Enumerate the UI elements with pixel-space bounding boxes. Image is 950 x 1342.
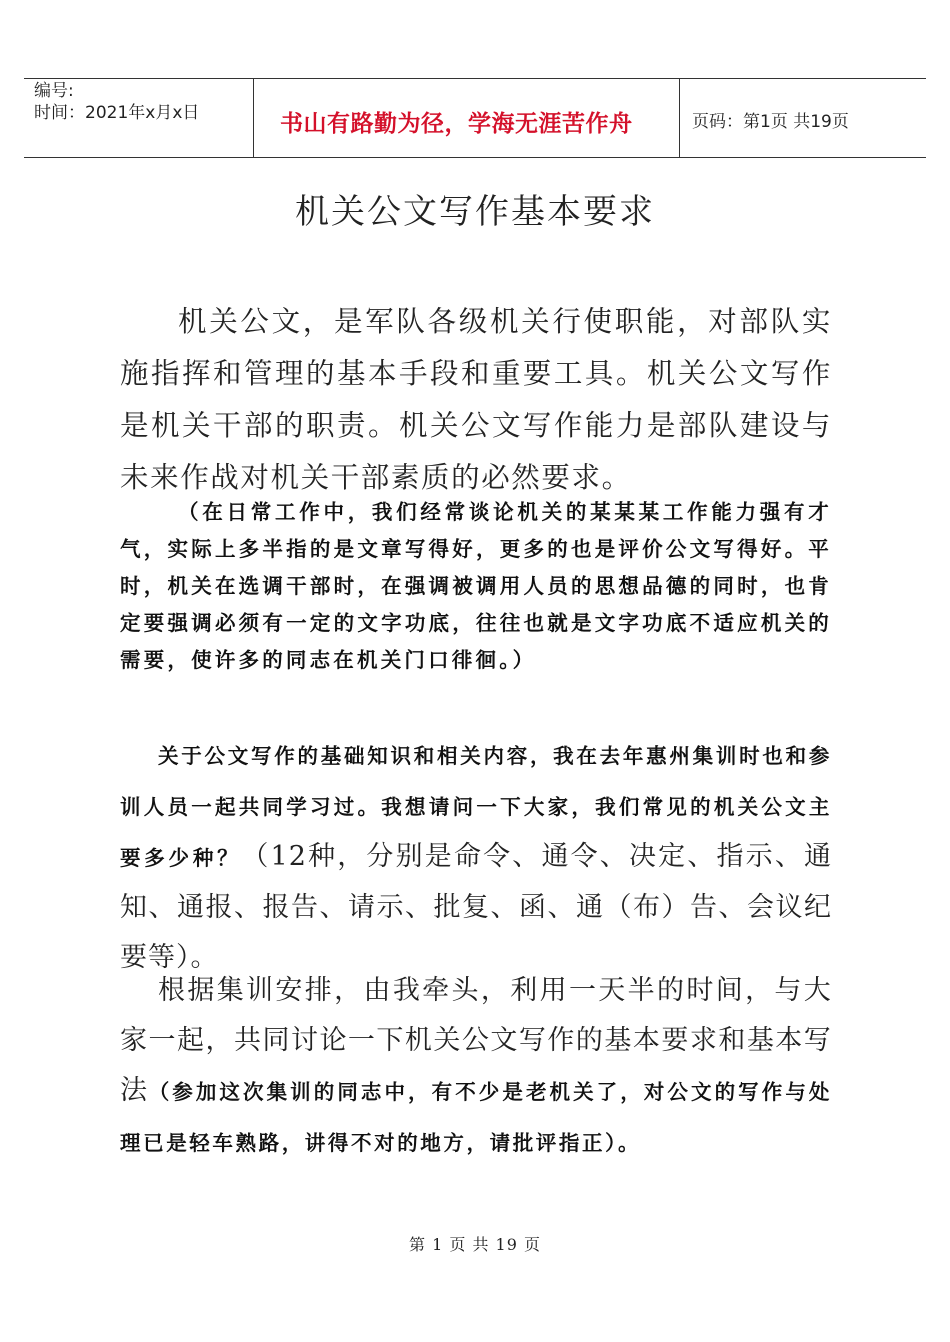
question-bold-text: 关于公文写作的基础知识和相关内容，我在去年惠州集训时也和参训人员一起共同学习过。我想请问一下大家，我们常见的机关公文主要多少种？	[120, 744, 832, 870]
header-meta-cell	[24, 79, 254, 157]
paragraph-intro: 机关公文，是军队各级机关行使职能，对部队实施指挥和管理的基本手段和重要工具。机关公文写作是机关干部的职责。机关公文写作能力是部队建设与未来作战对机关干部素质的必然要求。	[120, 305, 832, 494]
header-page-cell	[680, 79, 926, 157]
header-table	[24, 78, 926, 158]
motto-text: 书山有路勤为径，学海无涯苦作舟	[280, 111, 633, 137]
page-code-label: 页码：第1页 共19页	[692, 112, 849, 132]
arrangement-bold-note: （参加这次集训的同志中，有不少是老机关了，对公文的写作与处理已是轻车熟路，讲得不对的地方，请批评指正）。	[120, 1080, 832, 1155]
paragraph-note-bold: （在日常工作中，我们经常谈论机关的某某某工作能力强有才气，实际上多半指的是文章写得好，更多的也是评价公文写得好。平时，机关在选调干部时，在强调被调用人员的思想品德的同时，也肯定要强调必须有一定的文字功底，往往也就是文字功底不适应机关的需要，使许多的同志在机关门口徘徊。）	[120, 500, 832, 672]
document-time-label: 时间：2021年x月x日	[34, 103, 200, 123]
page-footer: 第 1 页 共 19 页	[409, 1235, 541, 1254]
header-motto-cell	[254, 79, 680, 157]
paragraph-arrangement	[120, 966, 832, 1168]
paragraph-question	[120, 730, 832, 983]
document-number-label: 编号:	[34, 81, 74, 101]
document-title: 机关公文写作基本要求	[295, 192, 655, 232]
arrangement-text: 根据集训安排，由我牵头，利用一天半的时间，与大家一起，共同讨论一下机关公文写作的基本要求和基本写法	[120, 975, 832, 1106]
question-answer-text: （12种，分别是命令、通令、决定、指示、通知、通报、报告、请示、批复、函、通（布）告、会议纪要等）。	[120, 841, 833, 973]
